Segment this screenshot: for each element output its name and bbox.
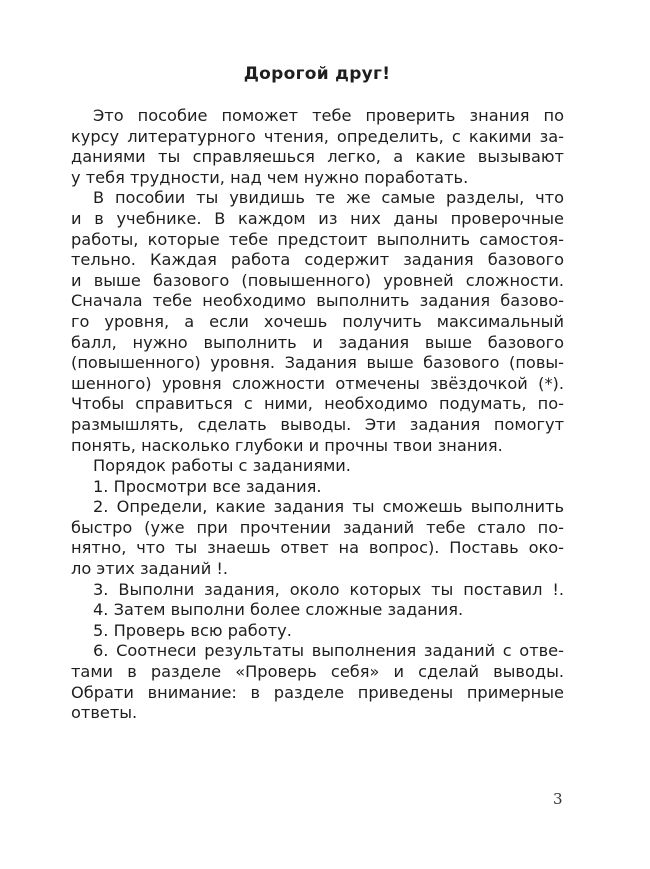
text-line: 3. Выполни задания, около которых ты поставил !. (93, 579, 564, 599)
text-line: балл, нужно выполнить и задания выше базового (71, 332, 564, 352)
text-line: тельно. Каждая работа содержит задания базового (71, 250, 564, 270)
text-line: шенного) уровня сложности отмечены звёздочкой (*). (71, 373, 564, 393)
text-line: понять, насколько глубоки и прочны твои знания. (71, 435, 503, 455)
text-line: у тебя трудности, над чем нужно поработать. (71, 167, 469, 187)
text-line: Сначала тебе необходимо выполнить задания базово- (71, 291, 564, 311)
text-line: Порядок работы с заданиями. (93, 456, 351, 476)
text-line: работы, которые тебе предстоит выполнить самостоя- (71, 229, 564, 249)
text-line: го уровня, а если хочешь получить максимальный (71, 311, 564, 331)
text-line: даниями ты справляешься легко, а какие вызывают (71, 147, 564, 167)
text-line: 4. Затем выполни более сложные задания. (93, 600, 464, 620)
text-line: размышлять, сделать выводы. Эти задания помогут (71, 414, 564, 434)
page-number: 3 (553, 790, 563, 808)
text-line: 5. Проверь всю работу. (93, 620, 292, 640)
text-line: 1. Просмотри все задания. (93, 476, 322, 496)
text-line: (повышенного) уровня. Задания выше базового (повы- (71, 353, 564, 373)
text-line: 2. Определи, какие задания ты сможешь выполнить (93, 497, 564, 517)
text-line: и выше базового (повышенного) уровней сложности. (71, 270, 564, 290)
text-line: быстро (уже при прочтении заданий тебе стало по- (71, 517, 564, 537)
text-line: ответы. (71, 703, 138, 723)
text-line: тами в разделе «Проверь себя» и сделай выводы. (71, 662, 564, 682)
text-line: ло этих заданий !. (71, 559, 228, 579)
text-line: Обрати внимание: в разделе приведены примерные (71, 682, 564, 702)
text-line: В пособии ты увидишь те же самые разделы, что (93, 188, 564, 208)
text-line: Это пособие поможет тебе проверить знания по (93, 106, 564, 125)
text-line: и в учебнике. В каждом из них даны проверочные (71, 208, 564, 228)
body-text (71, 106, 564, 724)
text-line: 6. Соотнеси результаты выполнения заданий с отве- (93, 641, 564, 661)
text-line: курсу литературного чтения, определить, с какими за- (71, 126, 564, 146)
page-title: Дорогой друг! (243, 64, 391, 84)
text-line: нятно, что ты знаешь ответ на вопрос). Поставь око- (71, 538, 564, 558)
text-line: Чтобы справиться с ними, необходимо подумать, по- (71, 394, 564, 414)
